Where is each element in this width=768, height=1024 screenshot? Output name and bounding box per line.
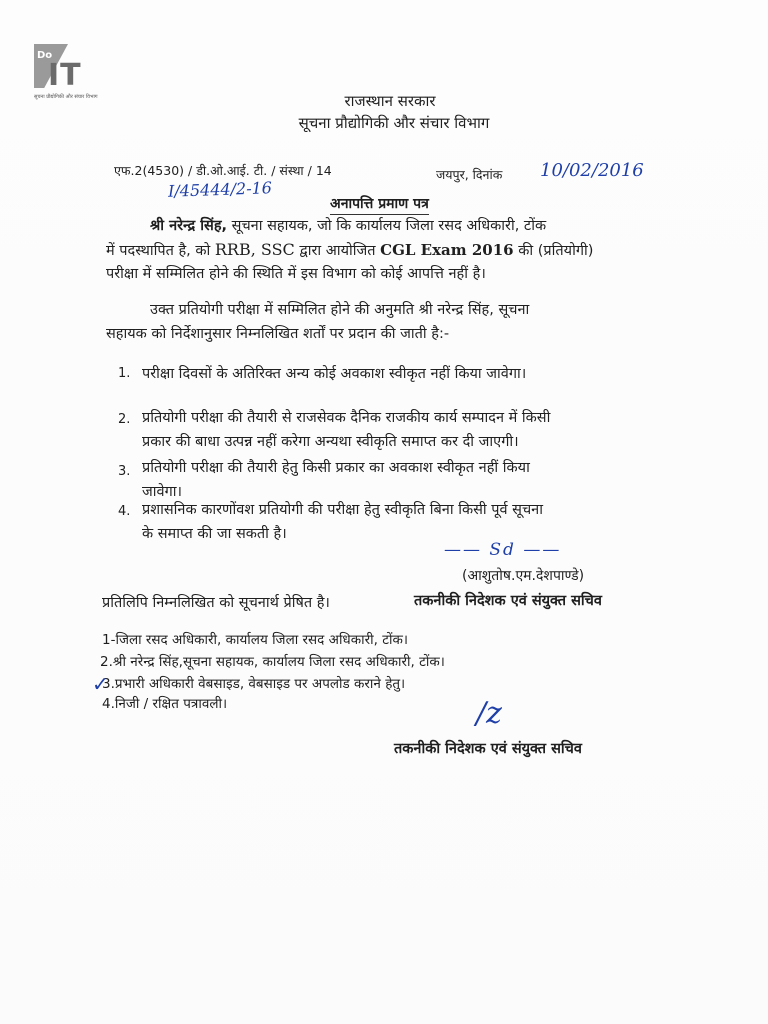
exam-name: CGL Exam 2016 [380, 241, 514, 259]
tick-mark-icon: ✓ [92, 672, 109, 696]
paragraph2-line1: उक्त प्रतियोगी परीक्षा में सम्मिलित होने की अनुमति श्री नरेन्द्र सिंह, सूचना [150, 302, 530, 318]
paragraph2-line2: सहायक को निर्देशानुसार निम्नलिखित शर्तों पर प्रदान की जाती है:- [106, 326, 450, 342]
paragraph1-line2-mid: द्वारा आयोजित [294, 243, 381, 259]
logo-mark-text: Do [37, 50, 53, 61]
condition-number: 2. [118, 412, 131, 427]
paragraph1-line1 [150, 214, 546, 238]
reference-number: एफ.2(4530) / डी.ओ.आई. टी. / संस्था / 14 [114, 163, 332, 178]
copy-list-item: 1-जिला रसद अधिकारी, कार्यालय जिला रसद अधिकारी, टोंक। [102, 632, 408, 648]
paragraph1-line2 [106, 238, 593, 263]
handwritten-date: 10/02/2016 [540, 160, 644, 181]
condition-text: प्रशासनिक कारणोंवश प्रतियोगी की परीक्षा हेतु स्वीकृति बिना किसी पूर्व सूचना [142, 502, 543, 518]
copy-intro: प्रतिलिपि निम्नलिखित को सूचनार्थ प्रेषित है। [102, 595, 330, 611]
copy-list-item: 4.निजी / रक्षित पत्रावली। [102, 696, 228, 712]
employee-name: श्री नरेन्द्र सिंह, [150, 218, 228, 234]
condition-text: परीक्षा दिवसों के अतिरिक्त अन्य कोई अवकाश स्वीकृत नहीं किया जावेगा। [142, 366, 527, 382]
certificate-title: अनापत्ति प्रमाण पत्र [330, 194, 429, 215]
condition-number: 1. [118, 366, 131, 381]
government-name: राजस्थान सरकार [344, 92, 436, 110]
paragraph1-line3: परीक्षा में सम्मिलित होने की स्थिति में इस विभाग को कोई आपत्ति नहीं है। [106, 266, 486, 282]
copy-signer-designation: तकनीकी निदेशक एवं संयुक्त सचिव [394, 741, 582, 757]
condition-text: जावेगा। [142, 484, 182, 500]
place-date-label: जयपुर, दिनांक [436, 167, 503, 182]
exam-bodies: RRB, SSC [214, 240, 295, 259]
copy-list-item: 3.प्रभारी अधिकारी वेबसाइड, वेबसाइड पर अपलोड कराने हेतु। [102, 676, 406, 692]
logo-tagline: सूचना प्रौद्योगिकी और संचार विभाग [34, 94, 98, 100]
copy-list-item: 2.श्री नरेन्द्र सिंह,सूचना सहायक, कार्यालय जिला रसद अधिकारी, टोंक। [100, 654, 445, 670]
paragraph1-line2-pre: में पदस्थापित है, को [106, 243, 215, 259]
condition-text: के समाप्त की जा सकती है। [142, 526, 287, 542]
department-name: सूचना प्रौद्योगिकी और संचार विभाग [298, 114, 490, 132]
signer-name: (आशुतोष.एम.देशपाण्डे) [462, 568, 585, 584]
condition-number: 4. [118, 504, 131, 519]
logo-name: IT [48, 58, 82, 93]
handwritten-initials: /z [476, 696, 502, 731]
condition-number: 3. [118, 464, 131, 479]
paragraph1-line1-text: सूचना सहायक, जो कि कार्यालय जिला रसद अधिकारी, टोंक [227, 218, 547, 234]
condition-text: प्रतियोगी परीक्षा की तैयारी से राजसेवक दैनिक राजकीय कार्य सम्पादन में किसी [142, 410, 551, 426]
signer-designation: तकनीकी निदेशक एवं संयुक्त सचिव [414, 593, 602, 609]
condition-text: प्रकार की बाधा उत्पन्न नहीं करेगा अन्यथा स्वीकृति समाप्त कर दी जाएगी। [142, 434, 519, 450]
handwritten-reference: I/45444/2-16 [167, 178, 273, 201]
condition-text: प्रतियोगी परीक्षा की तैयारी हेतु किसी प्रकार का अवकाश स्वीकृत नहीं किया [142, 460, 530, 476]
signature-scribble: —— Sd —— [444, 540, 562, 560]
paragraph1-line2-post: की (प्रतियोगी) [513, 243, 594, 259]
